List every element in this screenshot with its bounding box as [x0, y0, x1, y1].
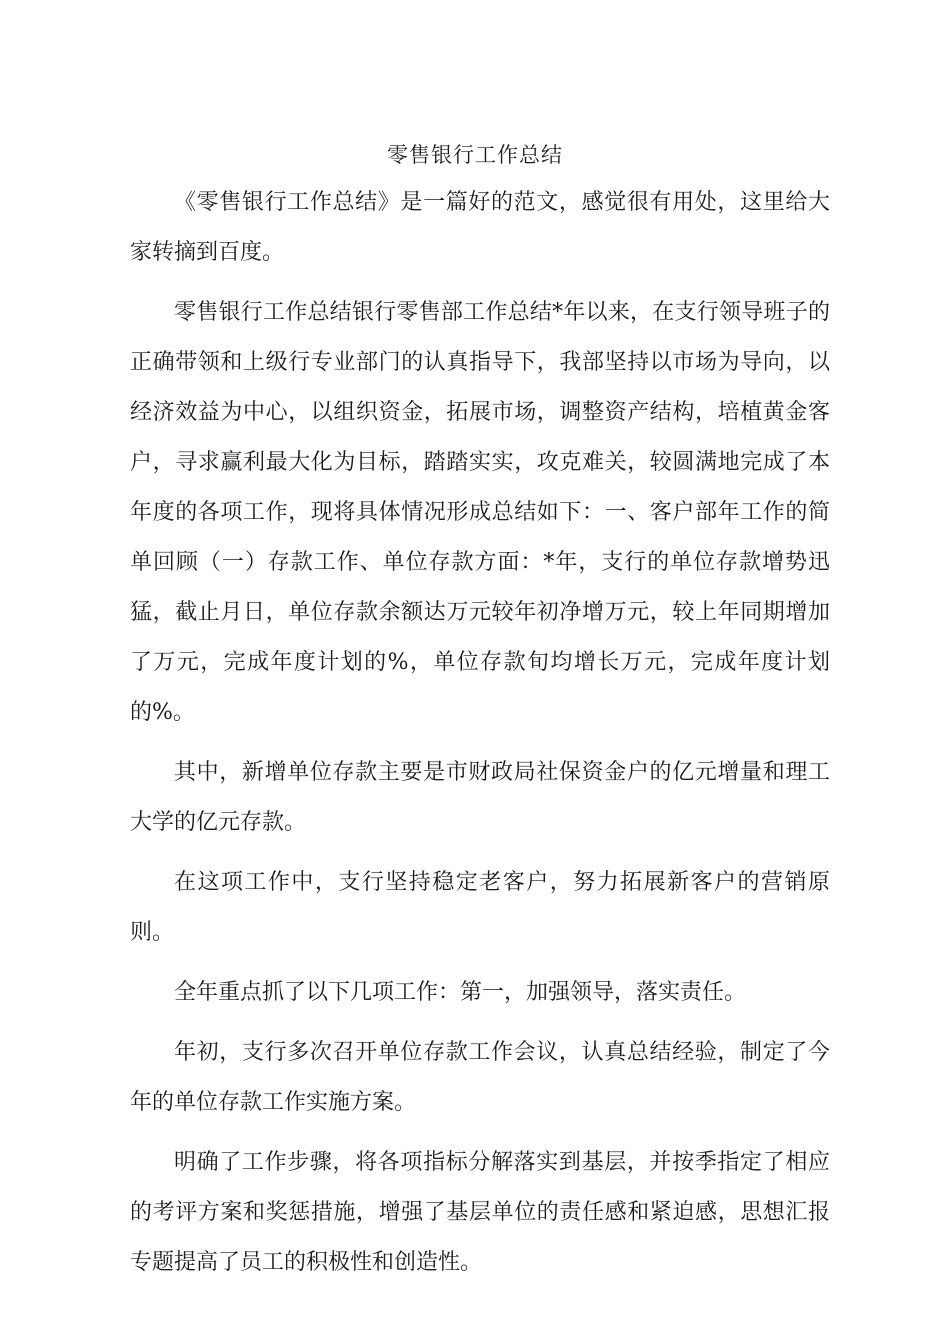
paragraph-meetings: 年初，支行多次召开单位存款工作会议，认真总结经验，制定了今年的单位存款工作实施方案。	[130, 1040, 830, 1115]
paragraph-steps: 明确了工作步骤，将各项指标分解落实到基层，并按季指定了相应的考评方案和奖惩措施，增强了基层单位的责任感和紧迫感，思想汇报专题提高了员工的积极性和创造性。	[130, 1150, 830, 1275]
paragraph-summary: 零售银行工作总结银行零售部工作总结*年以来，在支行领导班子的正确带领和上级行专业部门的认真指导下，我部坚持以市场为导向，以经济效益为中心，以组织资金，拓展市场，调整资产结构，培植黄金客户，寻求赢利最大化为目标，踏踏实实，攻克难关，较圆满地完成了本年度的各项工作，现将具体情况形成总结如下：一、客户部年工作的简单回顾（一）存款工作、单位存款方面：*年，支行的单位存款增势迅猛，截止月日，单位存款余额达万元较年初净增万元，较上年同期增加了万元，完成年度计划的%，单位存款旬均增长万元，完成年度计划的%。	[130, 300, 830, 725]
document-body	[130, 178, 830, 1298]
paragraph-new-deposits: 其中，新增单位存款主要是市财政局社保资金户的亿元增量和理工大学的亿元存款。	[130, 760, 830, 835]
document-title: 零售银行工作总结	[387, 143, 563, 167]
paragraph-intro: 《零售银行工作总结》是一篇好的范文，感觉很有用处，这里给大家转摘到百度。	[130, 190, 830, 265]
paragraph-principle: 在这项工作中，支行坚持稳定老客户，努力拓展新客户的营销原则。	[130, 870, 830, 945]
paragraph-key-tasks: 全年重点抓了以下几项工作：第一，加强领导，落实责任。	[174, 980, 747, 1005]
